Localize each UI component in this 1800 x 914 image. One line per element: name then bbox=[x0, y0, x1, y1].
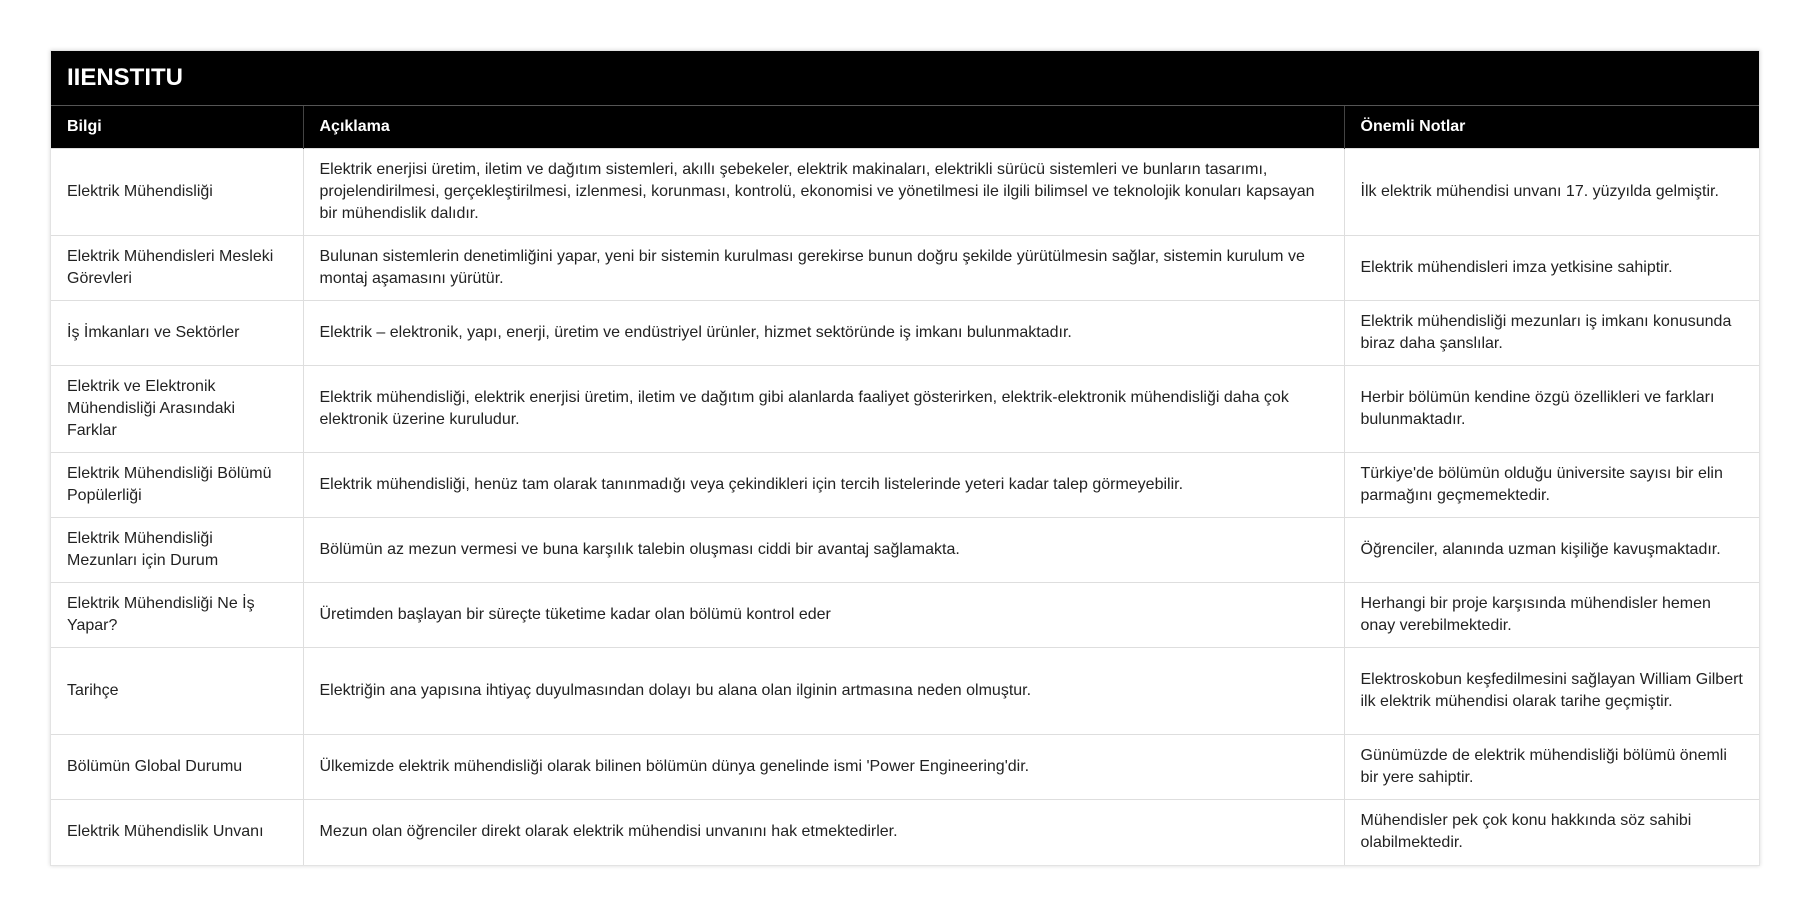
cell-bilgi: Elektrik ve Elektronik Mühendisliği Arasındaki Farklar bbox=[51, 366, 303, 453]
cell-bilgi: Elektrik Mühendislik Unvanı bbox=[51, 800, 303, 865]
table-row bbox=[51, 583, 1759, 648]
cell-notlar: Elektrik mühendisleri imza yetkisine sahiptir. bbox=[1344, 236, 1759, 301]
cell-bilgi: Elektrik Mühendisliği Mezunları için Durum bbox=[51, 518, 303, 583]
cell-notlar: Türkiye'de bölümün olduğu üniversite sayısı bir elin parmağını geçmemektedir. bbox=[1344, 453, 1759, 518]
cell-aciklama: Bulunan sistemlerin denetimliğini yapar, yeni bir sistemin kurulması gerekirse bunun doğru şekilde yürütülmesin sağlar, sistemin kurulum ve montaj aşamasını yürütür. bbox=[303, 236, 1344, 301]
cell-notlar: Mühendisler pek çok konu hakkında söz sahibi olabilmektedir. bbox=[1344, 800, 1759, 865]
cell-notlar: Elektrik mühendisliği mezunları iş imkanı konusunda biraz daha şanslılar. bbox=[1344, 301, 1759, 366]
table-row bbox=[51, 149, 1759, 236]
cell-aciklama: Elektrik – elektronik, yapı, enerji, üretim ve endüstriyel ürünler, hizmet sektöründe iş imkanı bulunmaktadır. bbox=[303, 301, 1344, 366]
cell-bilgi: Elektrik Mühendisliği Ne İş Yapar? bbox=[51, 583, 303, 648]
cell-aciklama: Üretimden başlayan bir süreçte tüketime kadar olan bölümü kontrol eder bbox=[303, 583, 1344, 648]
table-row bbox=[51, 453, 1759, 518]
table-row bbox=[51, 518, 1759, 583]
brand-title: IIENSTITU bbox=[51, 51, 1759, 106]
info-table bbox=[51, 106, 1759, 865]
cell-notlar: Öğrenciler, alanında uzman kişiliğe kavuşmaktadır. bbox=[1344, 518, 1759, 583]
cell-bilgi: Tarihçe bbox=[51, 648, 303, 735]
table-row bbox=[51, 301, 1759, 366]
column-header-bilgi: Bilgi bbox=[51, 106, 303, 149]
cell-notlar: Herbir bölümün kendine özgü özellikleri ve farkları bulunmaktadır. bbox=[1344, 366, 1759, 453]
cell-bilgi: Elektrik Mühendisliği Bölümü Popülerliği bbox=[51, 453, 303, 518]
table-header-row bbox=[51, 106, 1759, 149]
info-table-card bbox=[50, 50, 1760, 866]
cell-aciklama: Elektrik mühendisliği, elektrik enerjisi üretim, iletim ve dağıtım gibi alanlarda faaliyet gösterirken, elektrik-elektronik mühendisliği daha çok elektronik üzerine kuruludur. bbox=[303, 366, 1344, 453]
cell-aciklama: Ülkemizde elektrik mühendisliği olarak bilinen bölümün dünya genelinde ismi 'Power Engineering'dir. bbox=[303, 735, 1344, 800]
table-row bbox=[51, 236, 1759, 301]
cell-bilgi: Bölümün Global Durumu bbox=[51, 735, 303, 800]
cell-aciklama: Elektriğin ana yapısına ihtiyaç duyulmasından dolayı bu alana olan ilginin artmasına neden olmuştur. bbox=[303, 648, 1344, 735]
cell-notlar: Elektroskobun keşfedilmesini sağlayan William Gilbert ilk elektrik mühendisi olarak tarihe geçmiştir. bbox=[1344, 648, 1759, 735]
column-header-onemli-notlar: Önemli Notlar bbox=[1344, 106, 1759, 149]
cell-bilgi: Elektrik Mühendisliği bbox=[51, 149, 303, 236]
cell-bilgi: İş İmkanları ve Sektörler bbox=[51, 301, 303, 366]
cell-notlar: Herhangi bir proje karşısında mühendisler hemen onay verebilmektedir. bbox=[1344, 583, 1759, 648]
cell-notlar: Günümüzde de elektrik mühendisliği bölümü önemli bir yere sahiptir. bbox=[1344, 735, 1759, 800]
cell-notlar: İlk elektrik mühendisi unvanı 17. yüzyılda gelmiştir. bbox=[1344, 149, 1759, 236]
cell-aciklama: Elektrik mühendisliği, henüz tam olarak tanınmadığı veya çekindikleri için tercih listelerinde yeteri kadar talep görmeyebilir. bbox=[303, 453, 1344, 518]
cell-aciklama: Elektrik enerjisi üretim, iletim ve dağıtım sistemleri, akıllı şebekeler, elektrik makinaları, elektrikli sürücü sistemleri ve bunların tasarımı, projelendirilmesi, gerçekleştirilmesi, izlenmesi, korunması, kontrolü, ekonomisi ve yönetilmesi ile ilgili bilimsel ve teknolojik konuları kapsayan bir mühendislik dalıdır. bbox=[303, 149, 1344, 236]
cell-aciklama: Mezun olan öğrenciler direkt olarak elektrik mühendisi unvanını hak etmektedirler. bbox=[303, 800, 1344, 865]
table-row bbox=[51, 648, 1759, 735]
cell-aciklama: Bölümün az mezun vermesi ve buna karşılık talebin oluşması ciddi bir avantaj sağlamakta. bbox=[303, 518, 1344, 583]
column-header-aciklama: Açıklama bbox=[303, 106, 1344, 149]
table-row bbox=[51, 735, 1759, 800]
table-row bbox=[51, 800, 1759, 865]
table-row bbox=[51, 366, 1759, 453]
cell-bilgi: Elektrik Mühendisleri Mesleki Görevleri bbox=[51, 236, 303, 301]
